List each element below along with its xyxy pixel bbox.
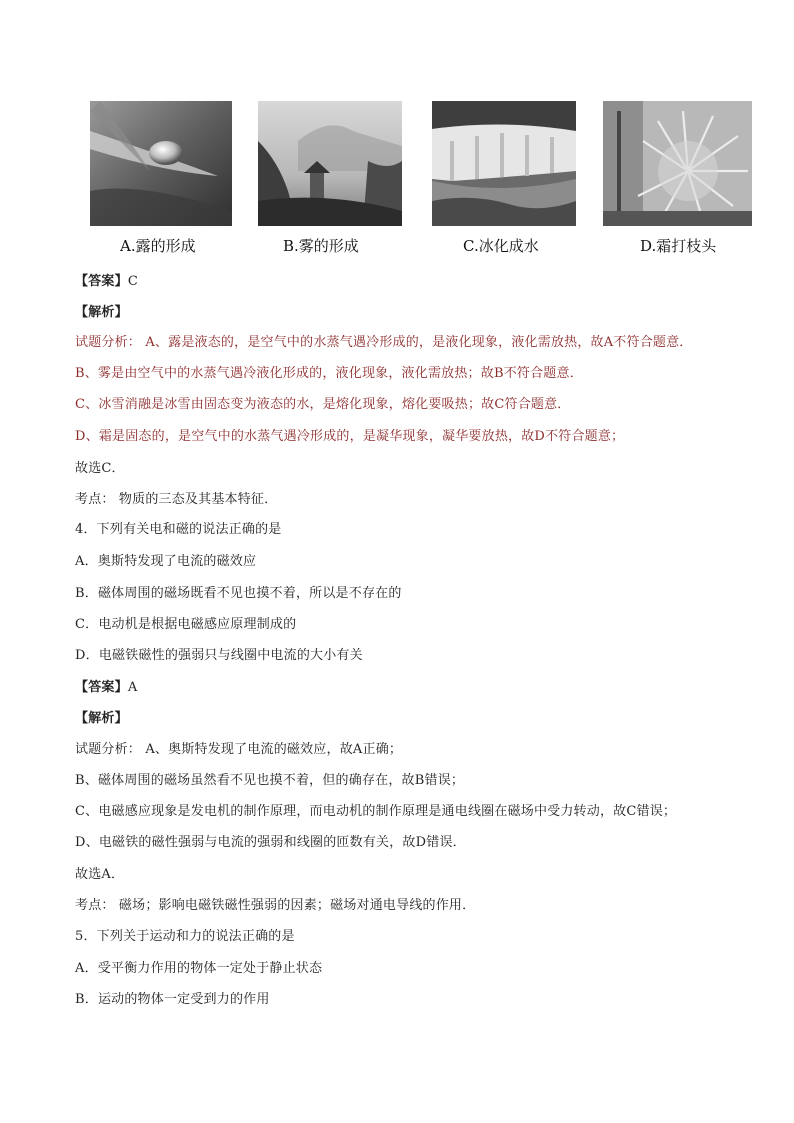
q3-kaodian: 考点： 物质的三态及其基本特征． (75, 492, 278, 507)
q4-analysis-line: D、电磁铁的磁性强弱与电流的强弱和线圈的匝数有关，故D错误． (75, 835, 466, 850)
q5-stem: 5．下列关于运动和力的说法正确的是 (75, 929, 295, 944)
q3-analysis-line: C、冰雪消融是冰雪由固态变为液态的水，是熔化现象，熔化要吸热；故C符合题意． (75, 397, 571, 412)
caption-b: B.雾的形成 (283, 237, 359, 255)
q4-option-d: D．电磁铁磁性的强弱只与线圈中电流的大小有关 (75, 648, 363, 663)
q4-stem: 4．下列有关电和磁的说法正确的是 (75, 522, 282, 537)
answer-label: 【答案】 (75, 680, 128, 695)
q3-analysis-line: 试题分析： A、露是液态的，是空气中的水蒸气遇冷形成的，是液化现象，液化需放热，故A不符合题意． (75, 335, 693, 350)
q4-kaodian: 考点： 磁场；影响电磁铁磁性强弱的因素；磁场对通电导线的作用． (75, 898, 476, 913)
q5-option-b: B．运动的物体一定受到力的作用 (75, 992, 270, 1007)
caption-a: A.露的形成 (120, 237, 196, 255)
frost-photo (603, 101, 752, 226)
q4-analysis-line: 试题分析： A、奥斯特发现了电流的磁效应，故A正确； (75, 742, 403, 757)
q3-analysis-line: B、雾是由空气中的水蒸气遇冷液化形成的，液化现象，液化需放热；故B不符合题意． (75, 366, 583, 381)
q3-choose: 故选C． (75, 461, 125, 476)
q4-choose: 故选A． (75, 867, 125, 882)
q4-analysis-label: 【解析】 (75, 711, 128, 726)
photo-strip (0, 101, 794, 261)
q4-analysis-line: B、磁体周围的磁场虽然看不见也摸不着，但的确存在，故B错误； (75, 773, 465, 788)
caption-d: D.霜打枝头 (640, 237, 717, 255)
answer-value: A (127, 680, 138, 695)
caption-c: C.冰化成水 (463, 237, 539, 255)
q5-option-a: A．受平衡力作用的物体一定处于静止状态 (75, 961, 323, 976)
q4-option-a: A．奥斯特发现了电流的磁效应 (75, 554, 257, 569)
dew-photo (90, 101, 232, 226)
q4-option-c: C．电动机是根据电磁感应原理制成的 (75, 617, 297, 632)
q4-analysis-line: C、电磁感应现象是发电机的制作原理，而电动机的制作原理是通电线圈在磁场中受力转动，故C错误； (75, 804, 677, 819)
q3-analysis-label: 【解析】 (75, 305, 128, 320)
q3-answer (75, 270, 138, 289)
q4-option-b: B．磁体周围的磁场既看不见也摸不着，所以是不存在的 (75, 586, 402, 601)
answer-value: C (127, 274, 138, 289)
answer-label: 【答案】 (75, 274, 128, 289)
q4-answer (75, 676, 137, 695)
fog-photo (258, 101, 402, 226)
ice-melt-photo (432, 101, 576, 226)
q3-analysis-line: D、霜是固态的，是空气中的水蒸气遇冷形成的，是凝华现象，凝华要放热，故D不符合题意； (75, 429, 625, 444)
